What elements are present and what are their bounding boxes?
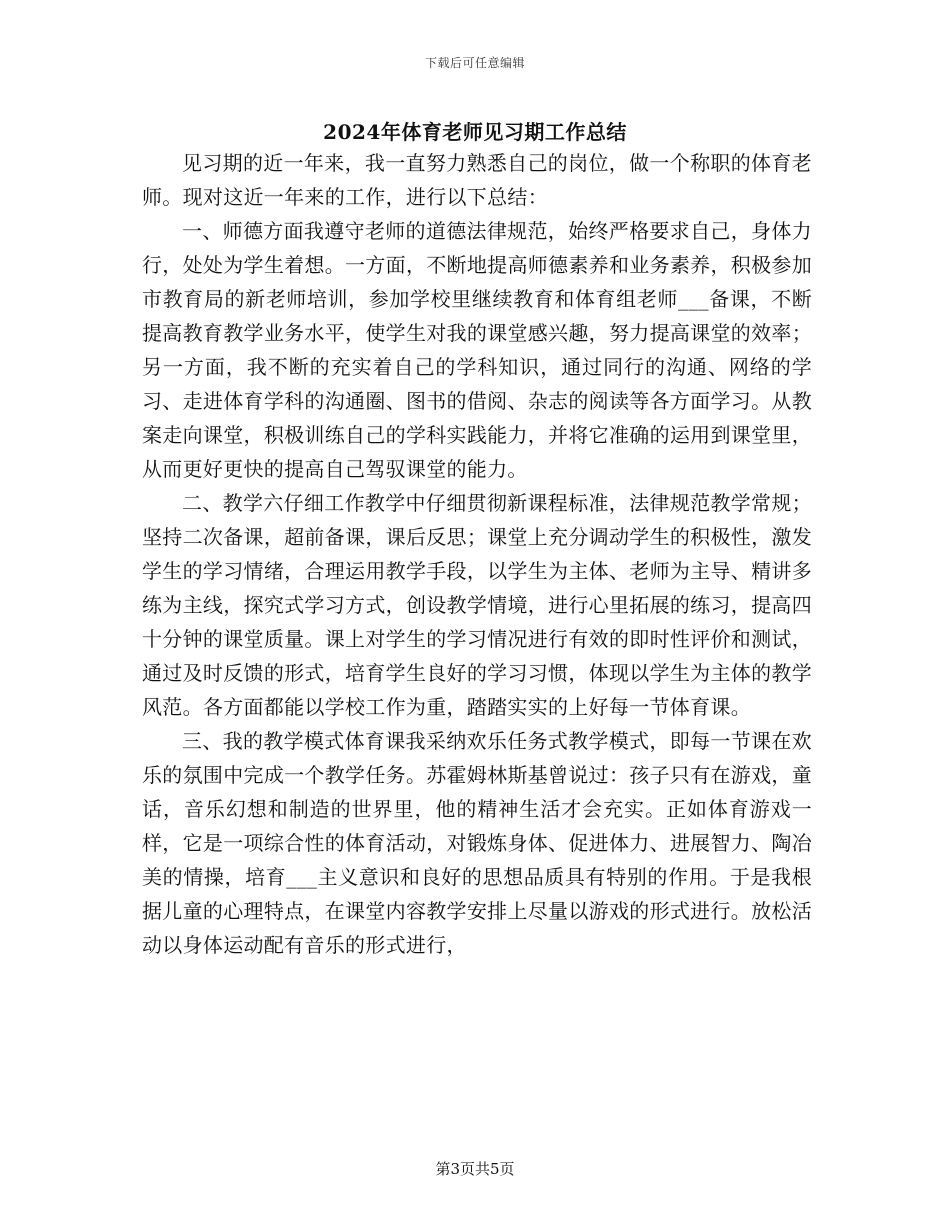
paragraph-intro: 见习期的近一年来，我一直努力熟悉自己的岗位，做一个称职的体育老师。现对这近一年来的工作，进行以下总结： [142, 151, 812, 209]
page-number-footer: 第3页共5页 [435, 1160, 515, 1178]
paragraph-teaching-mode: 三、我的教学模式体育课我采纳欢乐任务式教学模式，即每一节课在欢乐的氛围中完成一个教学任务。苏霍姆林斯基曾说过：孩子只有在游戏，童话，音乐幻想和制造的世界里，他的精神生活才会充实。正如体育游戏一样，它是一项综合性的体育活动，对锻炼身体、促进体力、进展智力、陶冶美的情操，培育___主义意识和良好的思想品质具有特别的作用。于是我根据儿童的心理特点，在课堂内容教学安排上尽量以游戏的形式进行。放松活动以身体运动配有音乐的形式进行， [142, 729, 812, 957]
document-title: 2024年体育老师见习期工作总结 [323, 120, 627, 144]
paragraph-ethics: 一、师德方面我遵守老师的道德法律规范，始终严格要求自己，身体力行，处处为学生着想。一方面，不断地提高师德素养和业务素养，积极参加市教育局的新老师培训，参加学校里继续教育和体育组老师___备课，不断提高教育教学业务水平，使学生对我的课堂感兴趣，努力提高课堂的效率；另一方面，我不断的充实着自己的学科知识，通过同行的沟通、网络的学习、走进体育学科的沟通圈、图书的借阅、杂志的阅读等各方面学习。从教案走向课堂，积极训练自己的学科实践能力，并将它准确的运用到课堂里，从而更好更快的提高自己驾驭课堂的能力。 [142, 219, 812, 481]
header-note: 下载后可任意编辑 [424, 56, 525, 70]
paragraph-teaching: 二、教学六仔细工作教学中仔细贯彻新课程标准，法律规范教学常规；坚持二次备课，超前备课，课后反思；课堂上充分调动学生的积极性，激发学生的学习情绪，合理运用教学手段，以学生为主体、老师为主导、精讲多练为主线，探究式学习方式，创设教学情境，进行心里拓展的练习，提高四十分钟的课堂质量。课上对学生的学习情况进行有效的即时性评价和测试，通过及时反馈的形式，培育学生良好的学习习惯，体现以学生为主体的教学风范。各方面都能以学校工作为重，踏踏实实的上好每一节体育课。 [142, 491, 812, 719]
document-body [142, 146, 812, 962]
